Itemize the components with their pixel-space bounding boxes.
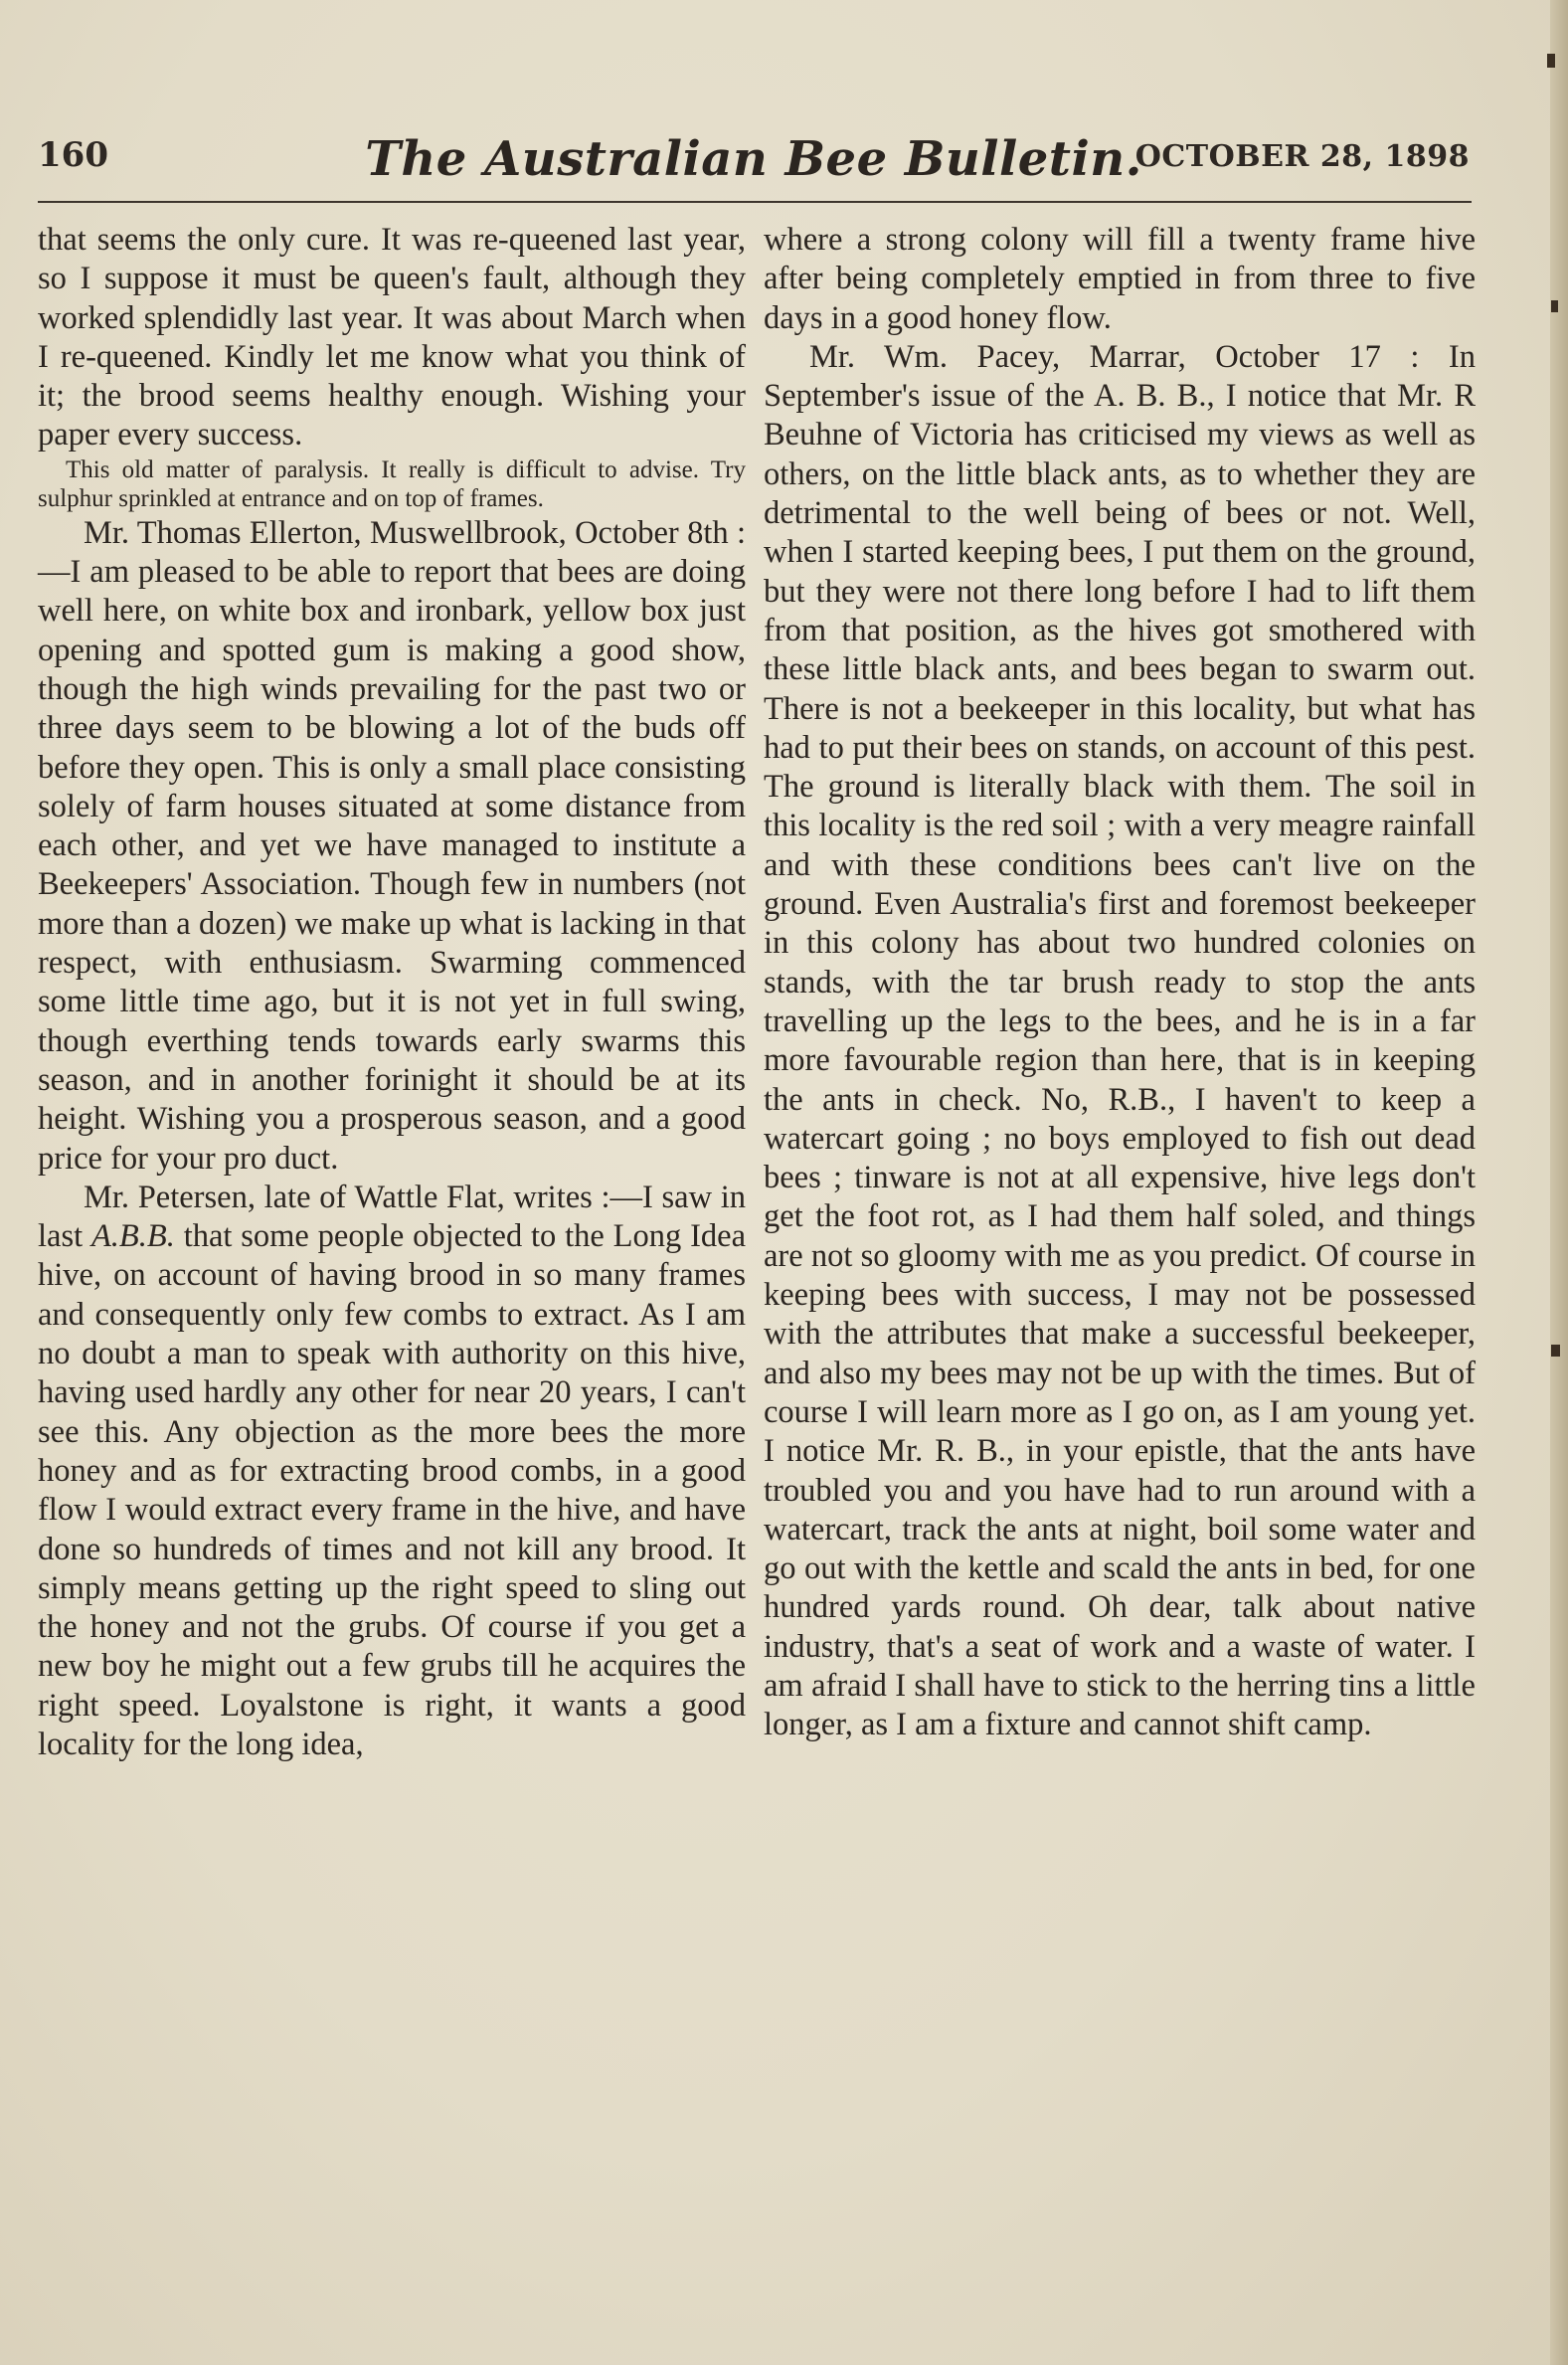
editor-note: This old matter of paralysis. It really is difficult to advise. Try sulphur sprinkled at entrance and on top of frames. xyxy=(38,455,746,513)
masthead-title: The Australian Bee Bulletin. xyxy=(365,131,1142,187)
issue-date: OCTOBER 28, 1898 xyxy=(1134,139,1470,174)
letter-text: that some people objected to the Long Idea hive, on account of having brood in so many frames and consequently only few combs to extract. As I am no doubt a man to speak with authority on this hive, having used hardly any other for near 20 years, I can't see this. Any objection as the more bees the more honey and as for extracting brood combs, in a good flow I would extract every frame in the hive, and have done so hundreds of times and not kill any brood. It simply means getting up the right speed to sling out the honey and not the grubs. Of course if you get a new boy he might out a few grubs till he acquires the right speed. Loyalstone is right, it wants a good locality for the long idea, xyxy=(38,1218,746,1762)
page-edge xyxy=(1550,0,1568,2365)
right-column xyxy=(764,221,1476,1745)
letter-pacey: Mr. Wm. Pacey, Marrar, October 17 : In September's issue of the A. B. B., I notice that Mr. R Beuhne of Victoria has criticised my views as well as others, on the little black ants, as to whether they are detrimental to the well being of bees or not. Well, when I started keeping bees, I put them on the ground, but they were not there long before I had to lift them from that position, as the hives got smothered with these little black ants, and bees began to swarm out. There is not a beekeeper in this locality, but what has had to put their bees on stands, on account of this pest. The ground is literally black with them. The soil in this locality is the red soil ; with a very meagre rainfall and with these conditions bees can't live on the ground. Even Australia's first and foremost beekeeper in this colony has about two hundred colonies on stands, with the tar brush ready to stop the ants travelling up the legs to the bees, and he is in a far more favourable region than here, that is in keeping the ants in check. No, R.B., I haven't to keep a watercart going ; no boys employed to fish out dead bees ; tinware is not at all expensive, hive legs don't get the foot rot, as I had them half soled, and things are not so gloomy with me as you predict. Of course in keeping bees with success, I may not be possessed with the attributes that make a successful beekeeper, and also my bees may not be up with the times. But of course I will learn more as I go on, as I am young yet. I notice Mr. R. B., in your epistle, that the ants have troubled you and you have had to run around with a watercart, track the ants at night, boil some water and go out with the kettle and scald the ants in bed, for one hundred yards round. Oh dear, talk about native industry, that's a seat of work and a waste of water. I am afraid I shall have to stick to the herring tins a little longer, as I am a fixture and cannot shift camp. xyxy=(764,338,1476,1743)
ink-mark xyxy=(1547,54,1555,68)
paragraph: that seems the only cure. It was re-queened last year, so I suppose it must be queen's fault, although they worked splendidly last year. It was about March when I re-queened. Kindly let me know what you think of it; the brood seems healthy enough. Wishing your paper every success. xyxy=(38,222,746,454)
page-header xyxy=(38,131,1470,195)
paragraph: where a strong colony will fill a twenty frame hive after being completely emptied in from three to five days in a good honey flow. xyxy=(764,222,1476,336)
letter-ellerton: Mr. Thomas Ellerton, Muswellbrook, October 8th :—I am pleased to be able to report that bees are doing well here, on white box and ironbark, yellow box just opening and spotted gum is making a good show, though the high winds prevailing for the past two or three days seem to be blowing a lot of the buds off before they open. This is only a small place consisting solely of farm houses situated at some distance from each other, and yet we have managed to institute a Beekeepers' Association. Though few in numbers (not more than a dozen) we make up what is lacking in that respect, with enthusiasm. Swarming commenced some little time ago, but it is not yet in full swing, though everthing tends towards early swarms this season, and in another forinight it should be at its height. Wishing you a prosperous season, and a good price for your pro duct. xyxy=(38,514,746,1177)
ink-mark xyxy=(1551,300,1558,312)
ink-mark xyxy=(1551,1345,1560,1357)
abbreviation: A.B.B. xyxy=(90,1218,175,1255)
header-rule xyxy=(38,201,1472,203)
letter-petersen xyxy=(38,1179,746,1764)
page-number: 160 xyxy=(38,135,108,175)
letter-text: Mr. Petersen, late of Wattle Flat, writes :—I saw in last xyxy=(38,1179,746,1255)
left-column xyxy=(38,221,746,1764)
